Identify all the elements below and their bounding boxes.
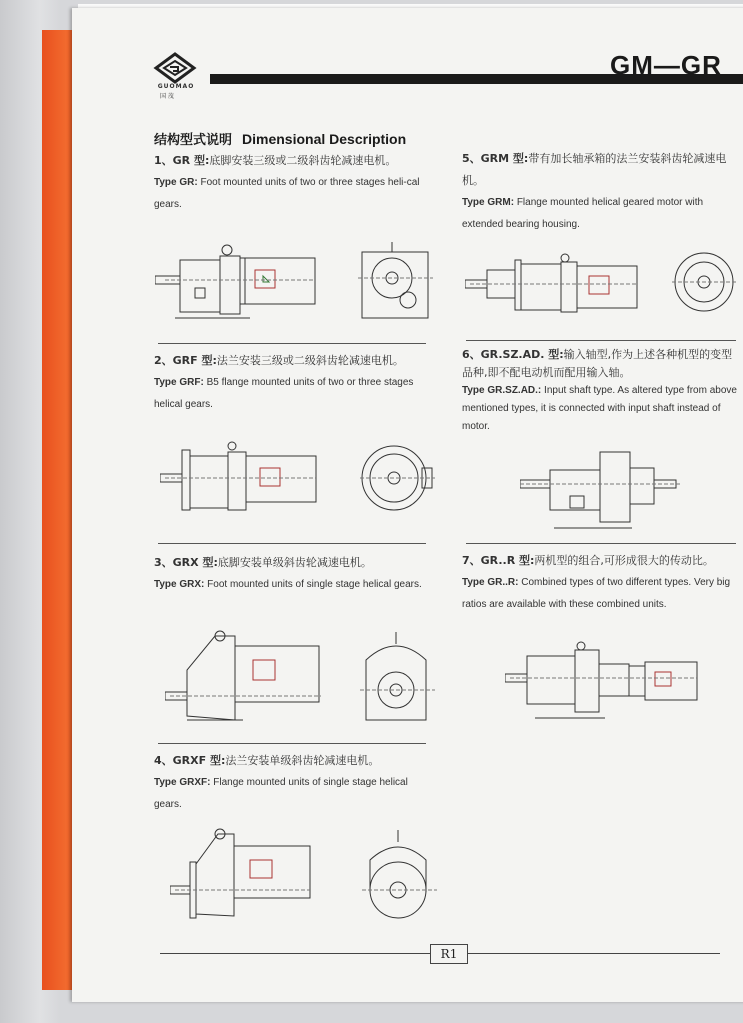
item-label-cn: 7、GR..R 型: [462, 554, 535, 567]
item-text-cn: 法兰安装单级斜齿轮减速电机。 [225, 754, 380, 767]
grm-front-view-drawing [672, 250, 738, 314]
item-text-cn: 底脚安装三级或二级斜齿轮减速电机。 [209, 154, 397, 167]
item-label-cn: 4、GRXF 型: [154, 754, 226, 767]
divider [466, 543, 736, 544]
item-label-en: Type GR..R: [462, 577, 519, 588]
item-label-en: Type GRM: [462, 197, 515, 208]
divider [466, 340, 736, 341]
grf-front-view-drawing [360, 440, 435, 518]
item-label-en: Type GRXF: [154, 777, 211, 788]
item-grm [462, 148, 740, 236]
item-text-cn: 法兰安装三级或二级斜齿轮减速电机。 [216, 354, 404, 367]
item-text-en: Foot mounted units of single stage helical gears. [207, 579, 422, 590]
page-number: R1 [430, 944, 468, 964]
divider [158, 543, 426, 544]
item-label-cn: 5、GRM 型: [462, 152, 529, 165]
grm-side-view-drawing [465, 252, 640, 314]
item-label-cn: 1、GR 型: [154, 154, 210, 167]
divider [158, 343, 426, 344]
grxf-side-view-drawing [170, 828, 315, 923]
logo-text: GUOMAO [157, 83, 195, 90]
item-gr-r [462, 550, 740, 616]
item-grx [154, 552, 434, 596]
item-text-cn: 带有加长轴承箱的法兰安装斜齿轮减速电机。 [462, 152, 727, 187]
item-text-en: B5 flange mounted units of two or three stages helical gears. [154, 377, 414, 410]
item-text-en: Input shaft type. As altered type from above mentioned types, it is connected with input shaft instead of motor. [462, 385, 737, 432]
item-gr-sz-ad [462, 346, 740, 436]
item-text-cn: 输入轴型,作为上述各种机型的变型品种,即不配电动机而配用输入轴。 [462, 348, 733, 379]
item-label-en: Type GRX: [154, 579, 205, 590]
item-grxf [154, 750, 434, 816]
item-label-en: Type GRF: [154, 377, 204, 388]
gr-sz-ad-drawing [520, 448, 680, 533]
grxf-front-view-drawing [362, 828, 437, 923]
item-text-en: Flange mounted helical geared motor with extended bearing housing. [462, 197, 704, 230]
item-label-cn: 2、GRF 型: [154, 354, 217, 367]
page-title: GM—GR [610, 50, 722, 80]
item-text-cn: 两机型的组合,可形成很大的传动比。 [534, 554, 714, 567]
divider [158, 743, 426, 744]
gr-front-view-drawing [358, 240, 433, 322]
gr-r-combined-drawing [505, 638, 700, 723]
section-heading-en: Dimensional Description [242, 131, 407, 147]
item-text-en: Flange mounted units of single stage helical gears. [154, 777, 408, 810]
guomao-logo-icon [150, 50, 200, 100]
item-text-en: Foot mounted units of two or three stages heli-cal gears. [154, 177, 420, 210]
item-label-en: Type GR: [154, 177, 198, 188]
logo-cn-text: 国 茂 [160, 93, 174, 100]
grf-side-view-drawing [160, 440, 320, 520]
grx-side-view-drawing [165, 630, 325, 725]
item-gr [154, 150, 434, 216]
grx-front-view-drawing [360, 630, 435, 725]
section-heading [154, 129, 406, 148]
section-heading-cn: 结构型式说明 [154, 133, 233, 148]
gr-side-view-drawing [155, 240, 320, 325]
item-text-en: Combined types of two different types. Very big ratios are available with these combined units. [462, 577, 731, 610]
item-label-cn: 6、GR.SZ.AD. 型: [462, 348, 564, 361]
item-label-en: Type GR.SZ.AD.: [462, 385, 542, 396]
item-text-cn: 底脚安装单级斜齿轮减速电机。 [217, 556, 372, 569]
item-label-cn: 3、GRX 型: [154, 556, 218, 569]
item-grf [154, 350, 434, 416]
